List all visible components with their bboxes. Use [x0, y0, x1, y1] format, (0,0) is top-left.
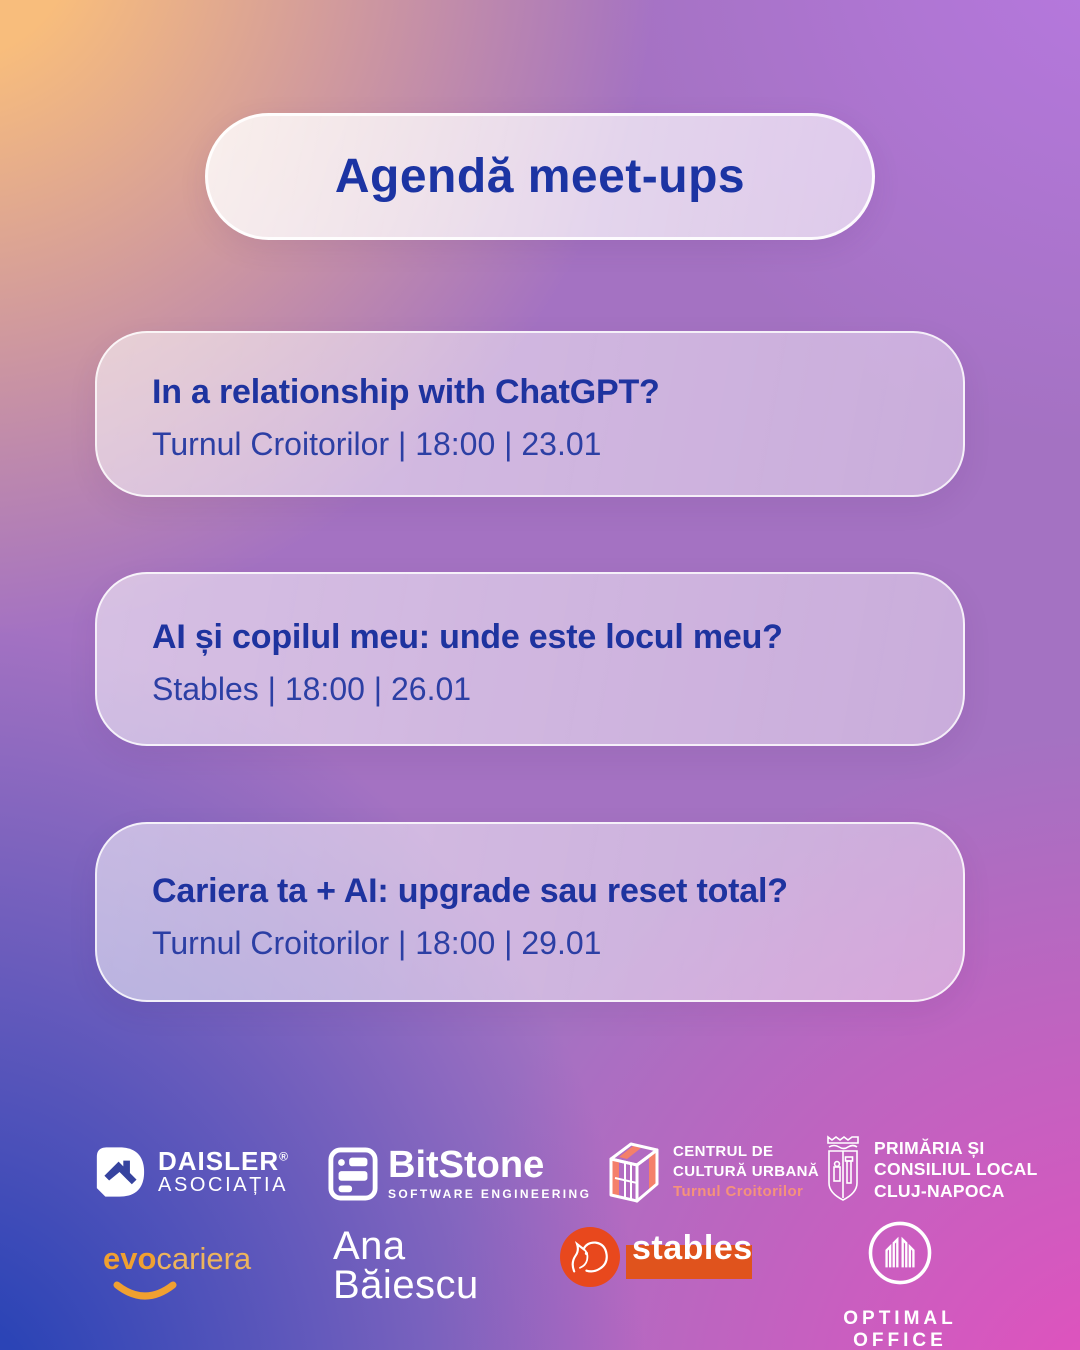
trademark-symbol: ®	[279, 1148, 289, 1163]
optimal-office-building-icon	[866, 1219, 934, 1287]
evocariera-logo	[103, 1243, 251, 1274]
stables-name: stables	[632, 1229, 753, 1267]
event-details: Turnul Croitorilor | 18:00 | 29.01	[152, 925, 602, 961]
ccu-highlight: Turnul Croitorilor	[673, 1182, 804, 1200]
ccu-line2: CULTURĂ URBANĂ	[673, 1163, 820, 1181]
daisler-house-icon	[94, 1143, 146, 1201]
event-title: AI și copilul meu: unde este locul meu?	[152, 618, 783, 656]
optimal-office-logo	[800, 1219, 1000, 1350]
tailors-tower-cube-icon	[605, 1139, 662, 1205]
primaria-cluj-logo	[824, 1133, 1038, 1207]
bitstone-subtitle: SOFTWARE ENGINEERING	[388, 1187, 592, 1201]
ana-baiescu-logo	[333, 1224, 479, 1308]
ana-line2: Băiescu	[333, 1263, 479, 1308]
optimal-office-name: OPTIMAL OFFICE	[843, 1308, 957, 1350]
event-card-3	[95, 822, 965, 1002]
stables-logo	[560, 1227, 753, 1293]
bitstone-server-icon	[328, 1147, 378, 1201]
daisler-logo	[94, 1143, 289, 1201]
ccu-line1: CENTRUL DE	[673, 1143, 774, 1161]
evocariera-smile-icon	[113, 1279, 177, 1303]
primaria-line3: CLUJ-NAPOCA	[874, 1180, 1005, 1201]
event-card-1	[95, 331, 965, 497]
ana-line1: Ana	[333, 1224, 406, 1268]
event-details: Turnul Croitorilor | 18:00 | 23.01	[152, 426, 602, 462]
centrul-cultura-urbana-logo	[605, 1139, 819, 1205]
evocariera-bold-text: evo	[103, 1241, 157, 1276]
bitstone-name: BitStone	[388, 1144, 545, 1186]
daisler-name: DAISLER	[158, 1145, 280, 1176]
title-pill	[205, 113, 875, 240]
page-title: Agendă meet-ups	[334, 150, 746, 203]
bitstone-logo	[328, 1146, 591, 1201]
evocariera-light-text: cariera	[156, 1241, 252, 1276]
cluj-coat-of-arms-icon	[824, 1133, 862, 1207]
event-title: In a relationship with ChatGPT?	[152, 373, 660, 411]
daisler-subtitle: ASOCIAȚIA	[158, 1173, 289, 1196]
event-card-2	[95, 572, 965, 746]
primaria-line1: PRIMĂRIA ȘI	[874, 1137, 985, 1158]
event-title: Cariera ta + AI: upgrade sau reset total?	[152, 872, 788, 910]
primaria-line2: CONSILIUL LOCAL	[874, 1159, 1038, 1180]
stables-horse-icon	[560, 1227, 620, 1287]
event-details: Stables | 18:00 | 26.01	[152, 671, 472, 707]
